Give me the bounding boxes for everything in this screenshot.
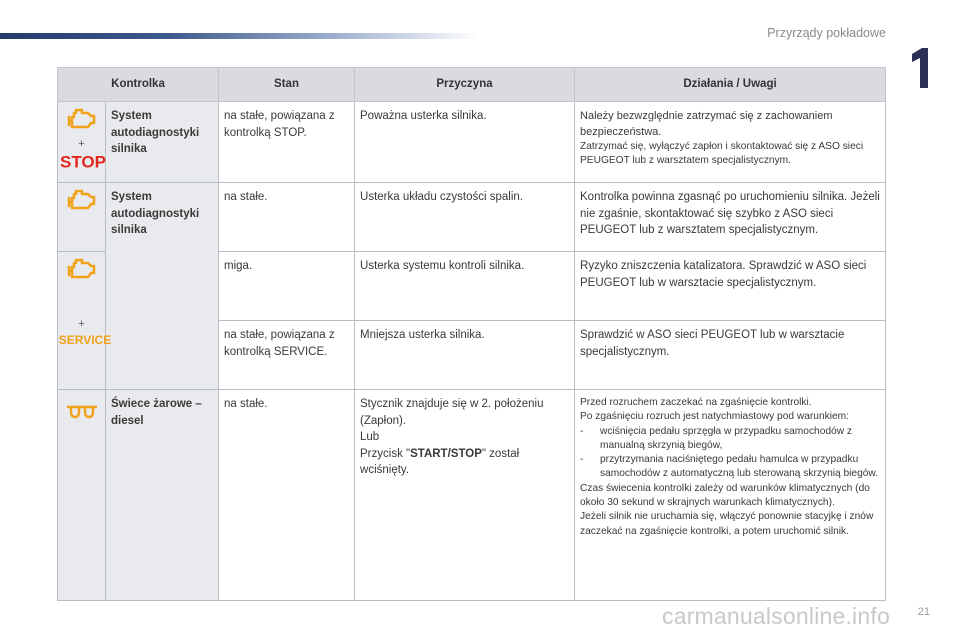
- uwagi-cell: Sprawdzić w ASO sieci PEUGEOT lub w warsztacie specjalistycznym.: [575, 321, 886, 390]
- stop-warning-icon: [60, 152, 106, 171]
- chapter-number-graphic: [908, 46, 934, 90]
- przyczyna-cell: Mniejsza usterka silnika.: [355, 321, 575, 390]
- column-header-stan: Stan: [219, 68, 355, 102]
- service-warning-icon: [58, 332, 112, 347]
- table-row: [58, 183, 886, 252]
- engine-warning-icon: [66, 108, 98, 130]
- start-stop-label: START/STOP: [410, 447, 482, 460]
- uwagi-cell: [575, 390, 886, 601]
- uwagi-bullet: [580, 453, 880, 482]
- engine-warning-icon: [66, 189, 98, 211]
- table-header-row: [58, 68, 886, 102]
- icon-cell: [58, 390, 106, 601]
- column-header-kontrolka: Kontrolka: [58, 68, 219, 102]
- uwagi-line: Czas świecenia kontrolki zależy od warunków klimatycznych (do około 30 sekund w skrajnych warunkach klimatycznych).: [580, 482, 870, 509]
- uwagi-cell: Ryzyko zniszczenia katalizatora. Sprawdzić w ASO sieci PEUGEOT lub w warsztacie specjalistycznym.: [575, 252, 886, 321]
- column-header-uwagi: Działania / Uwagi: [575, 68, 886, 102]
- table-row: [58, 390, 886, 601]
- uwagi-line: Przed rozruchem zaczekać na zgaśnięcie kontrolki.: [580, 397, 812, 408]
- przyczyna-cell: Usterka systemu kontroli silnika.: [355, 252, 575, 321]
- przyczyna-cell: [355, 390, 575, 601]
- stan-cell: na stałe.: [219, 390, 355, 601]
- uwagi-cell: Kontrolka powinna zgasnąć po uruchomieniu silnika. Jeżeli nie zgaśnie, skontaktować się szybko z ASO sieci PEUGEOT lub z warsztatem specjalistycznym.: [575, 183, 886, 252]
- icon-cell: [58, 252, 112, 390]
- system-name-cell: Świece żarowe – diesel: [106, 390, 219, 601]
- stop-icon-text: STOP: [60, 152, 106, 171]
- bullet-dash: -: [580, 454, 584, 466]
- przyczyna-line: [360, 446, 569, 479]
- column-header-przyczyna: Przyczyna: [355, 68, 575, 102]
- plus-sign: +: [78, 137, 85, 150]
- header-gradient-bar: [0, 33, 480, 39]
- uwagi-line: Zatrzymać się, wyłączyć zapłon i skontaktować się z ASO sieci PEUGEOT lub z warsztatem specjalistycznym.: [580, 141, 864, 167]
- przyczyna-cell: Poważna usterka silnika.: [355, 102, 575, 183]
- bullet-text: wciśnięcia pedału sprzęgła w przypadku samochodów z manualną skrzynią biegów,: [600, 425, 853, 451]
- uwagi-cell: [575, 102, 886, 183]
- stan-cell: na stałe.: [219, 183, 355, 252]
- przyczyna-line: Lub: [360, 431, 380, 443]
- watermark: carmanualsonline.info: [662, 603, 890, 629]
- warning-lights-table: [57, 67, 886, 601]
- table-row: [58, 102, 886, 183]
- section-title: Przyrządy pokładowe: [767, 26, 886, 40]
- page-number: 21: [917, 606, 930, 618]
- uwagi-line: Należy bezwzględnie zatrzymać się z zachowaniem bezpieczeństwa.: [580, 110, 833, 138]
- icon-cell: [58, 102, 106, 183]
- service-icon-text: SERVICE: [58, 332, 112, 347]
- uwagi-line: Po zgaśnięciu rozruch jest natychmiastowy pod warunkiem:: [580, 411, 849, 423]
- stan-cell: na stałe, powiązana z kontrolką STOP.: [219, 102, 355, 183]
- uwagi-line: Jeżeli silnik nie uruchamia się, włączyć ponownie stacyjkę i znów zaczekać na zgaśnięcie kontrolki, a potem uruchomić silnik.: [580, 511, 874, 537]
- przyczyna-text: Przycisk ": [360, 447, 411, 460]
- przyczyna-line: Stycznik znajduje się w 2. położeniu (Zapłon).: [360, 398, 544, 427]
- bullet-dash: -: [580, 425, 584, 437]
- stan-cell: na stałe, powiązana z kontrolką SERVICE.: [219, 321, 355, 390]
- system-name-cell: System autodiagnostyki silnika: [106, 102, 219, 183]
- glow-plug-icon: [67, 404, 97, 420]
- stan-cell: miga.: [219, 252, 355, 321]
- przyczyna-text: " został wciśnięty.: [360, 447, 520, 476]
- uwagi-bullet: [580, 425, 880, 454]
- bullet-text: przytrzymania naciśniętego pedału hamulca w przypadku samochodów z automatyczną lub sterowaną skrzynią biegów.: [600, 454, 879, 480]
- engine-warning-icon: [66, 258, 98, 280]
- system-name-cell: System autodiagnostyki silnika: [106, 183, 219, 390]
- plus-sign: +: [78, 317, 85, 330]
- icon-cell: [58, 183, 106, 252]
- przyczyna-cell: Usterka układu czystości spalin.: [355, 183, 575, 252]
